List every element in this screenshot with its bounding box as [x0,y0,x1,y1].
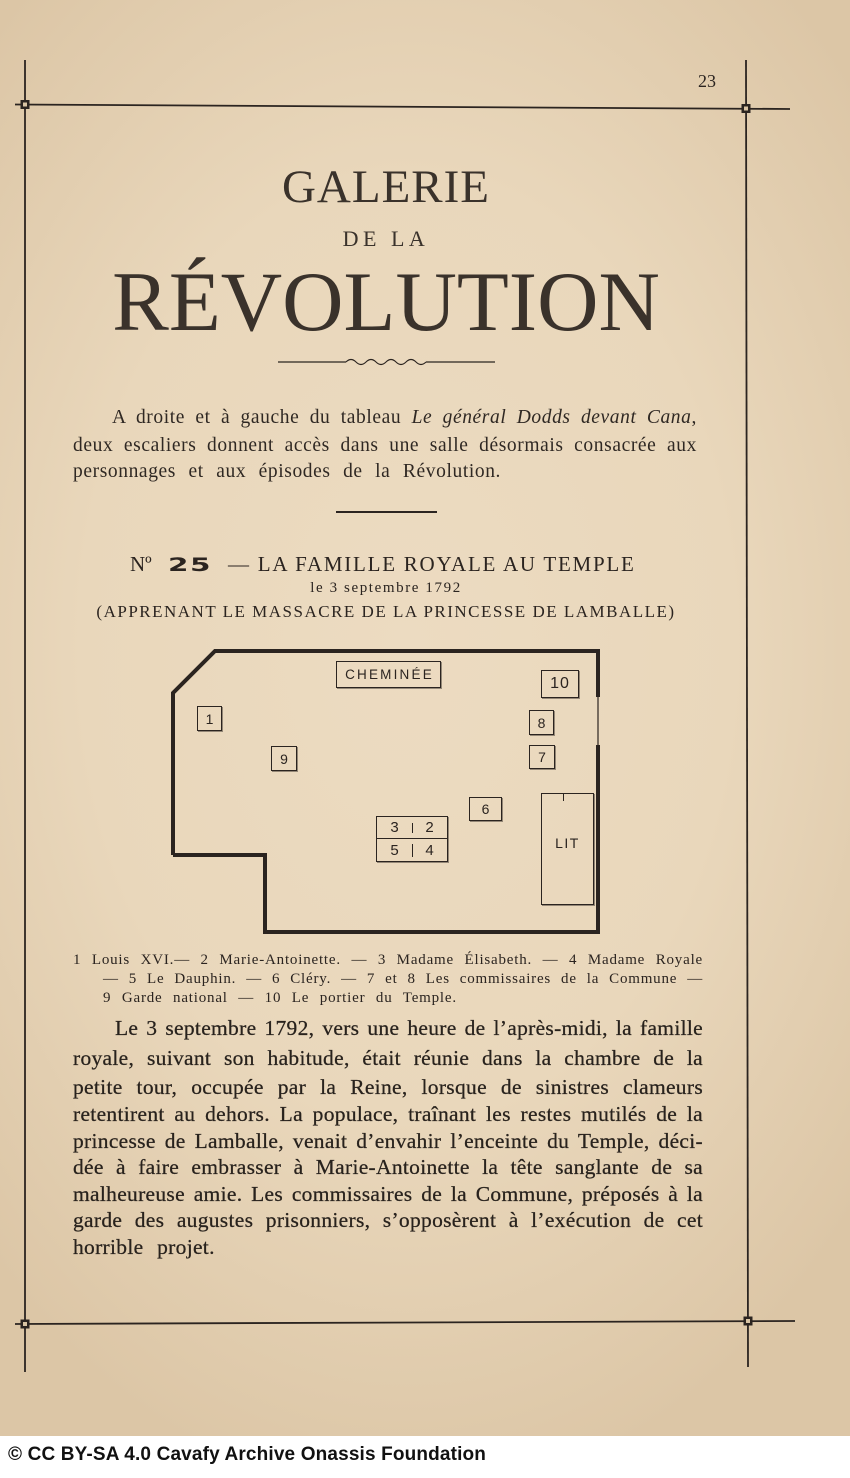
title-revolution: RÉVOLUTION [112,255,660,349]
body-line-6: dée à faire embrasser à Marie-Antoinette la tête sanglante de sa [73,1155,703,1179]
intro-line-1 [112,404,697,431]
title-galerie: GALERIE [281,161,490,213]
plan-marker-8: 8 [529,710,554,735]
entry-title: — LA FAMILLE ROYALE AU TEMPLE [228,552,636,576]
license-credit: © CC BY-SA 4.0 Cavafy Archive Onassis Foundation [8,1444,487,1465]
entry-number-label: Nº [130,552,152,576]
intro-line-1-comma: , [691,407,697,428]
plan-bed-pillow-mark [563,794,564,801]
entry-subtitle: (APPRENANT LE MASSACRE DE LA PRINCESSE DE LAMBALLE) [96,602,676,621]
entry-date: le 3 septembre 1792 [310,580,462,596]
legend-line-1: 1 Louis XVI.— 2 Marie-Antoinette. — 3 Madame Élisabeth. — 4 Madame Royale [73,952,703,968]
entry-number: 25 [168,554,213,576]
title-ornament-center [346,360,426,365]
plan-table [376,816,448,862]
legend-line-2: — 5 Le Dauphin. — 6 Cléry. — 7 et 8 Les commissaires de la Commune — [103,971,703,987]
plan-marker-9: 9 [271,746,297,771]
body-line-4: retentirent au dehors. La populace, traînant les restes mutilés de la [73,1102,703,1126]
body-line-3: petite tour, occupée par la Reine, lorsque de sinistres clameurs [73,1075,703,1099]
plan-fireplace: CHEMINÉE [336,661,441,688]
plan-marker-3: 3 [390,819,399,836]
frame-bottom-line [15,1321,795,1324]
plan-bed-label: LIT [555,835,580,851]
body-line-7: malheureuse amie. Les commissaires de la Commune, préposés à la [73,1182,703,1206]
frame-right-line [746,60,748,1367]
painting-title: Le général Dodds devant Cana [411,407,692,428]
plan-marker-2: 2 [425,819,434,836]
plan-marker-5: 5 [390,841,399,859]
plan-table-divider-top [412,823,413,833]
title-de-la: DE LA [342,226,430,251]
intro-line-3: personnages et aux épisodes de la Révolution. [73,461,502,482]
body-line-5: princesse de Lamballe, venait d’envahir l’enceinte du Temple, déci- [73,1129,703,1153]
plan-table-divider-bottom [412,844,413,857]
body-line-2: royale, suivant son habitude, était réunie dans la chambre de la [73,1046,703,1070]
plan-bed [541,793,594,905]
page-number: 23 [698,71,716,91]
frame-top-line [15,105,790,110]
intro-line-1-text: A droite et à gauche du tableau [112,407,412,428]
plan-marker-1: 1 [197,706,222,731]
legend-line-3: 9 Garde national — 10 Le portier du Temple. [103,990,457,1006]
plan-marker-4: 4 [425,841,434,859]
body-line-9: horrible projet. [73,1235,215,1259]
plan-marker-10: 10 [541,670,579,698]
intro-line-2: deux escaliers donnent accès dans une salle désormais consacrée aux [73,435,697,456]
body-line-1: Le 3 septembre 1792, vers une heure de l’après-midi, la famille [115,1016,703,1040]
plan-marker-7: 7 [529,745,555,769]
plan-marker-6: 6 [469,797,502,821]
body-line-8: garde des augustes prisonniers, s’opposèrent à l’exécution de cet [73,1208,703,1232]
